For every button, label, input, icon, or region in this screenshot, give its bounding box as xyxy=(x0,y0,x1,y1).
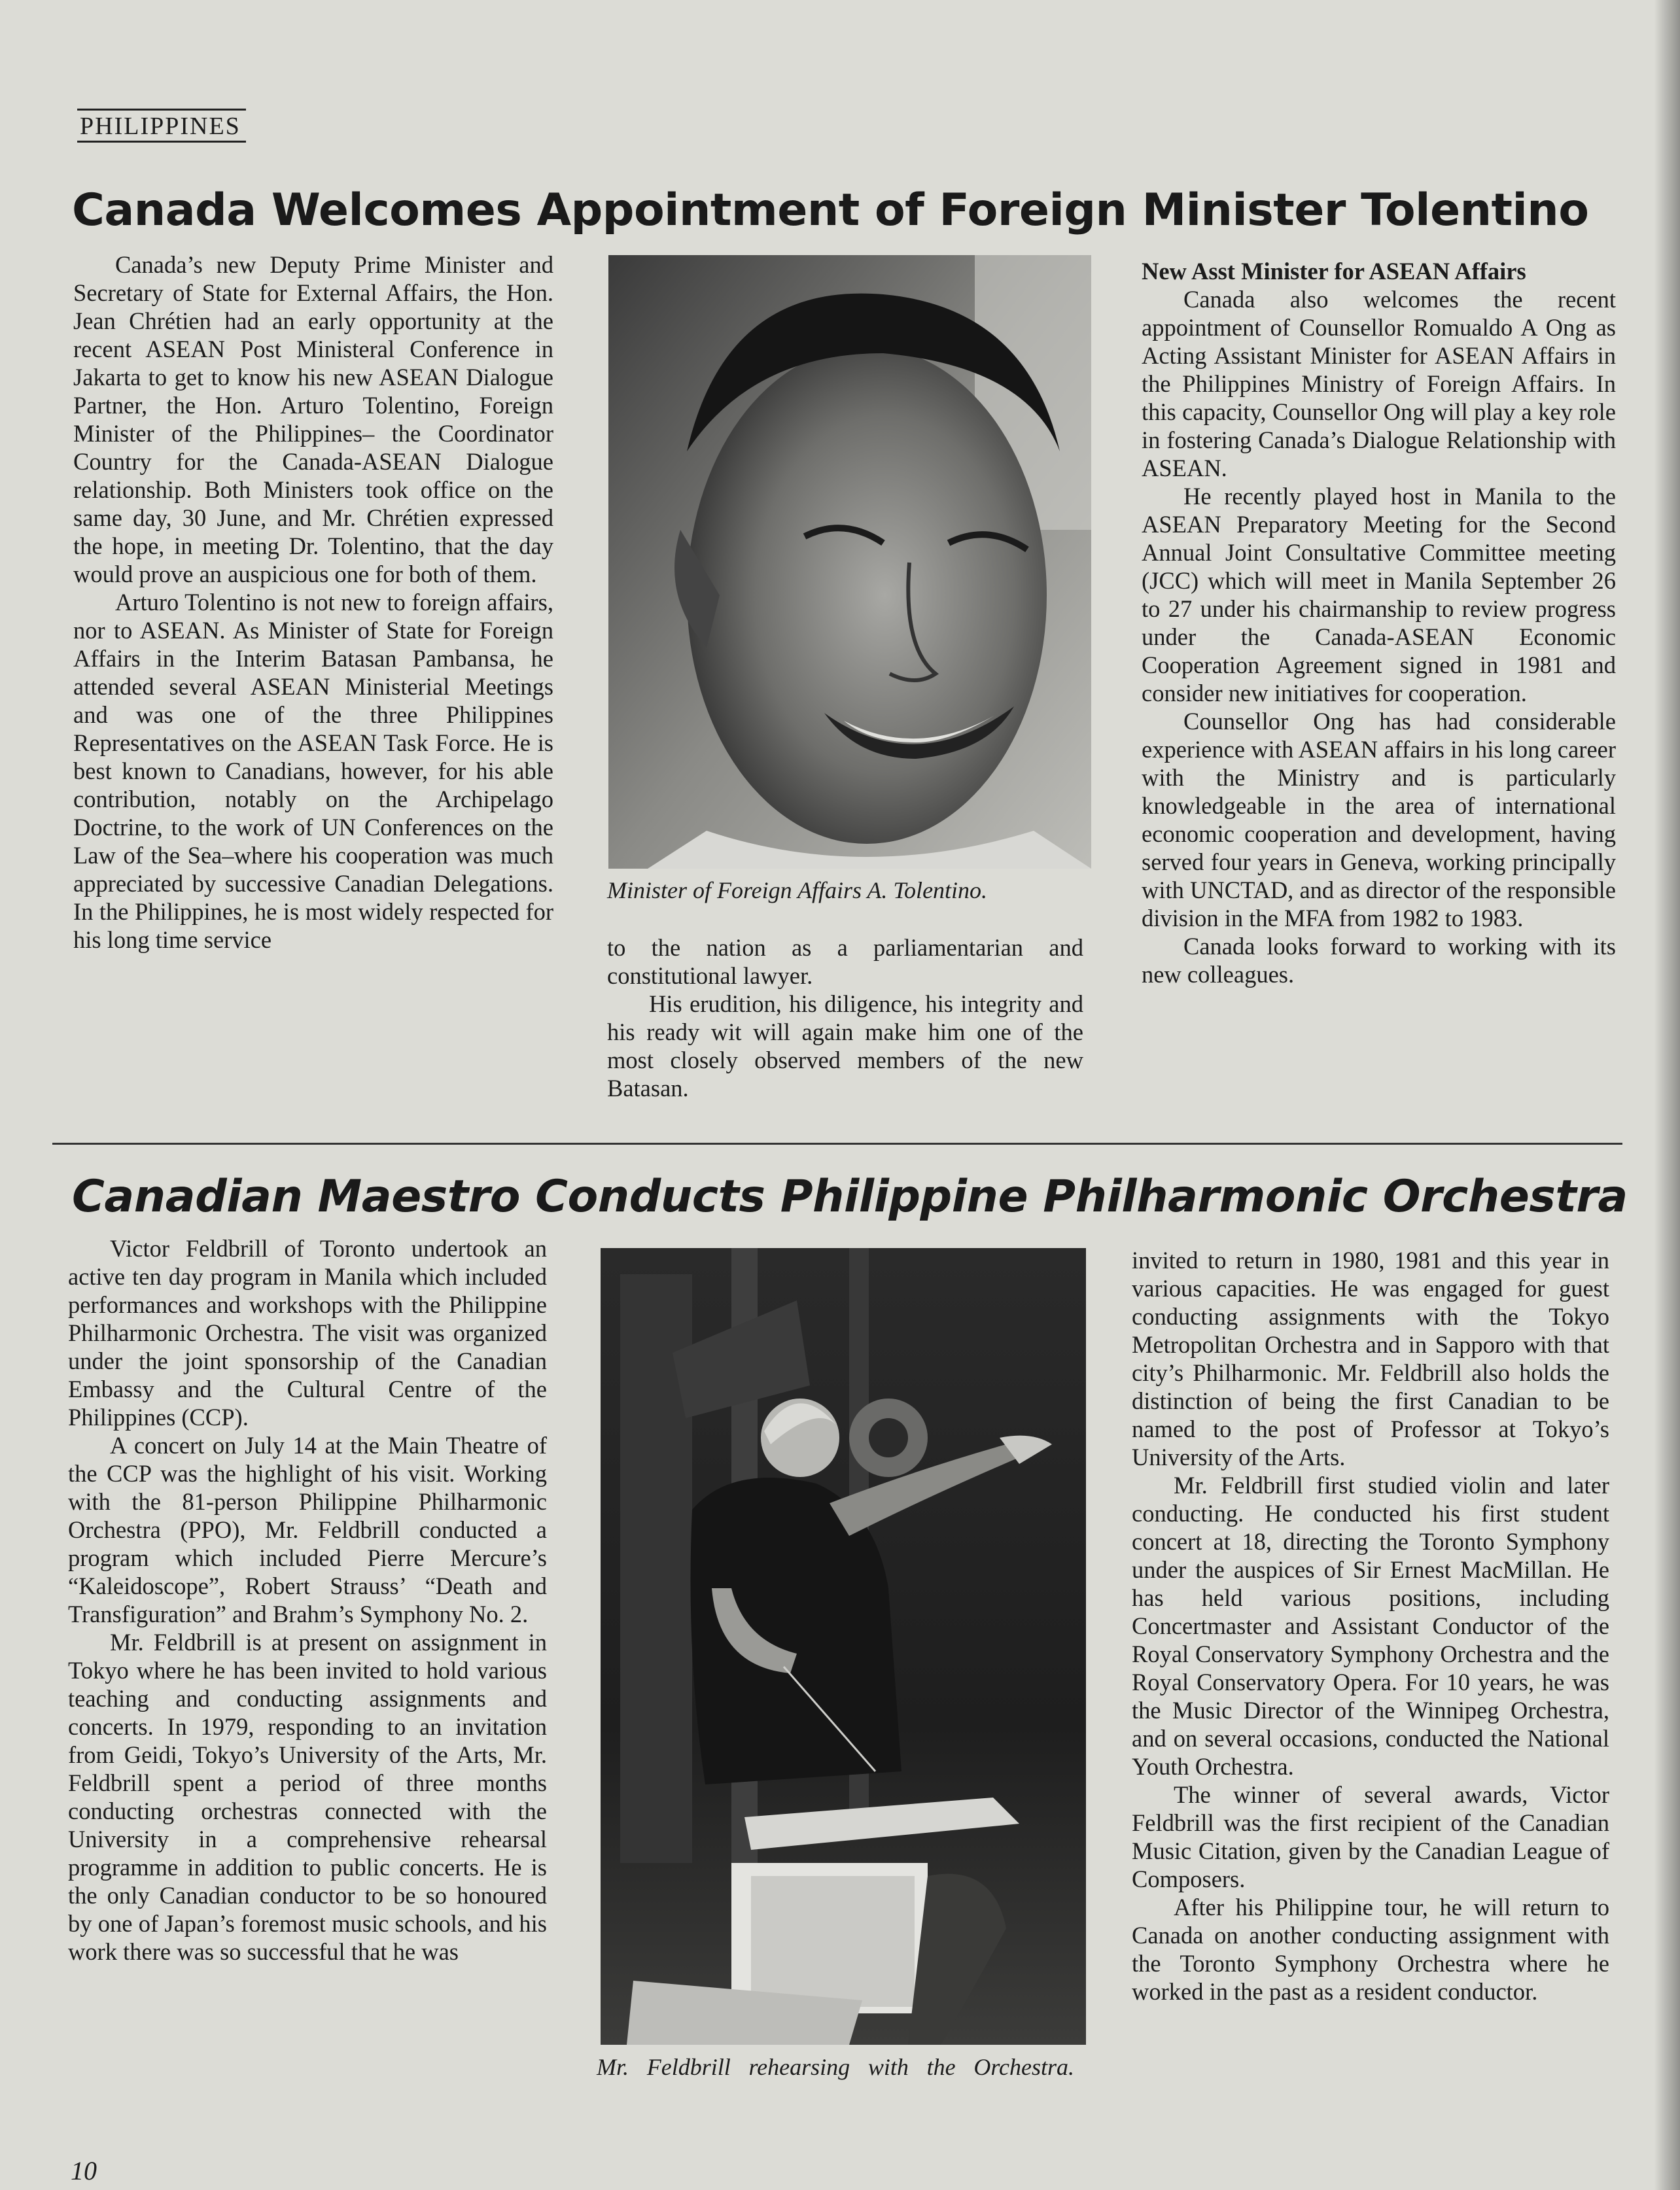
paragraph: Mr. Feldbrill first studied violin and later conducting. He conducted his first student concert at 18, directing the Toronto Symphony under the auspices of Sir Ernest MacMillan. He has held various positions, including Concertmaster and Assistant Conductor of the Royal Conservatory Symphony Orchestra and the Royal Conservatory Opera. For 10 years, he was the Music Director of the Winnipeg Orchestra, and on several occasions, conducted the National Youth Orchestra. xyxy=(1132,1472,1609,1780)
paragraph: Mr. Feldbrill is at present on assignment in Tokyo where he has been invited to hold various teaching and conducting assignments and concerts. In 1979, responding to an invitation from Geidi, Tokyo’s University of the Arts, Mr. Feldbrill spent a period of three months conducting orchestras connected with the University in a comprehensive rehearsal programme in addition to public concerts. He is the only Canadian conductor to be so honoured by one of Japan’s foremost music schools, and his work there was so successful that he was xyxy=(68,1629,547,1965)
article2-headline: Canadian Maestro Conducts Philippine Philharmonic Orchestra xyxy=(72,1171,1628,1223)
article-divider xyxy=(52,1143,1622,1145)
paragraph: The winner of several awards, Victor Feldbrill was the first recipient of the Canadian Music Citation, given by the Canadian League of Composers. xyxy=(1132,1781,1609,1892)
paragraph: to the nation as a parliamentarian and constitutional lawyer. xyxy=(607,934,1083,989)
page-edge-shadow xyxy=(1654,0,1680,2190)
caption-text: Mr. Feldbrill rehearsing with the Orchestra. xyxy=(597,2054,1074,2080)
article1-col2 xyxy=(607,933,1083,1102)
paragraph: His erudition, his diligence, his integrity and his ready wit will again make him one of the most closely observed members of the new Batasan. xyxy=(607,990,1083,1102)
paragraph: Canada also welcomes the recent appointment of Counsellor Romualdo A Ong as Acting Assistant Minister for ASEAN Affairs in the Philippines Ministry of Foreign Affairs. In this capacity, Counsellor Ong will play a key role in fostering Canada’s Dialogue Relationship with ASEAN. xyxy=(1142,286,1616,481)
tolentino-photo-caption: Minister of Foreign Affairs A. Tolentino. xyxy=(607,877,988,903)
paragraph: A concert on July 14 at the Main Theatre of the CCP was the highlight of his visit. Working with the 81-person Philippine Philharmonic Orchestra (PPO), Mr. Feldbrill conducted a program which included Pierre Mercure’s “Kaleidoscope”, Robert Strauss’ “Death and Transfiguration” and Brahm’s Symphony No. 2. xyxy=(68,1432,547,1627)
feldbrill-rehearsal-photo xyxy=(601,1248,1086,2045)
paragraph: He recently played host in Manila to the ASEAN Preparatory Meeting for the Second Annual Joint Consultative Committee meeting (JCC) which will meet in Manila September 26 to 27 under his chairmanship to review progress under the Canada-ASEAN Economic Cooperation Agreement signed in 1981 and consider new initiatives for cooperation. xyxy=(1142,483,1616,706)
paragraph: After his Philippine tour, he will return to Canada on another conducting assignment with the Toronto Symphony Orchestra where he worked in the past as a resident conductor. xyxy=(1132,1894,1609,2005)
article1-col3 xyxy=(1142,257,1616,988)
rehearsal-image xyxy=(601,1248,1086,2045)
feldbrill-photo-caption xyxy=(597,2053,1074,2081)
subhead: New Asst Minister for ASEAN Affairs xyxy=(1142,258,1526,285)
paragraph: Counsellor Ong has had considerable experience with ASEAN affairs in his long career with the Ministry and is particularly knowledgeable in the area of international economic cooperation and development, having served four years in Geneva, working principally with UNCTAD, and as director of the responsible division in the MFA from 1982 to 1983. xyxy=(1142,708,1616,931)
article1-col1 xyxy=(73,251,553,954)
paragraph: Arturo Tolentino is not new to foreign affairs, nor to ASEAN. As Minister of State for Foreign Affairs in the Interim Batasan Pambansa, he attended several ASEAN Ministerial Meetings and was one of the three Philippines Representatives on the ASEAN Task Force. He is best known to Canadians, however, for his able contribution, notably on the Archipelago Doctrine, to the work of UN Conferences on the Law of the Sea–where his cooperation was much appreciated by successive Canadian Delegations. In the Philippines, he is most widely respected for his long time service xyxy=(73,589,553,953)
article2-col3 xyxy=(1132,1246,1609,2006)
article1-headline: Canada Welcomes Appointment of Foreign Minister Tolentino xyxy=(72,184,1589,236)
paragraph: invited to return in 1980, 1981 and this year in various capacities. He was engaged for guest conducting assignments with the Tokyo Metropolitan Orchestra and in Sapporo with that city’s Philharmonic. Mr. Feldbrill also holds the distinction of being the first Canadian to be named to the post of Professor at Tokyo’s University of the Arts. xyxy=(1132,1247,1609,1470)
page-number: 10 xyxy=(71,2156,97,2185)
tolentino-portrait-photo xyxy=(608,255,1091,869)
paragraph: Victor Feldbrill of Toronto undertook an active ten day program in Manila which included performances and workshops with the Philippine Philharmonic Orchestra. The visit was organized under the joint sponsorship of the Canadian Embassy and the Cultural Centre of the Philippines (CCP). xyxy=(68,1235,547,1431)
paragraph: Canada’s new Deputy Prime Minister and Secretary of State for External Affairs, the Hon. Jean Chrétien had an early opportunity at the recent ASEAN Post Ministeral Conference in Jakarta to get to know his new ASEAN Dialogue Partner, the Hon. Arturo Tolentino, Foreign Minister of the Philippines– the Coordinator Country for the Canada-ASEAN Dialogue relationship. Both Ministers took office on the same day, 30 June, and Mr. Chrétien expressed the hope, in meeting Dr. Tolentino, that the day would prove an auspicious one for both of them. xyxy=(73,251,553,587)
section-tag: PHILIPPINES xyxy=(77,109,246,143)
portrait-image xyxy=(608,255,1091,869)
article2-col1 xyxy=(68,1234,547,1966)
paragraph: Canada looks forward to working with its new colleagues. xyxy=(1142,933,1616,988)
